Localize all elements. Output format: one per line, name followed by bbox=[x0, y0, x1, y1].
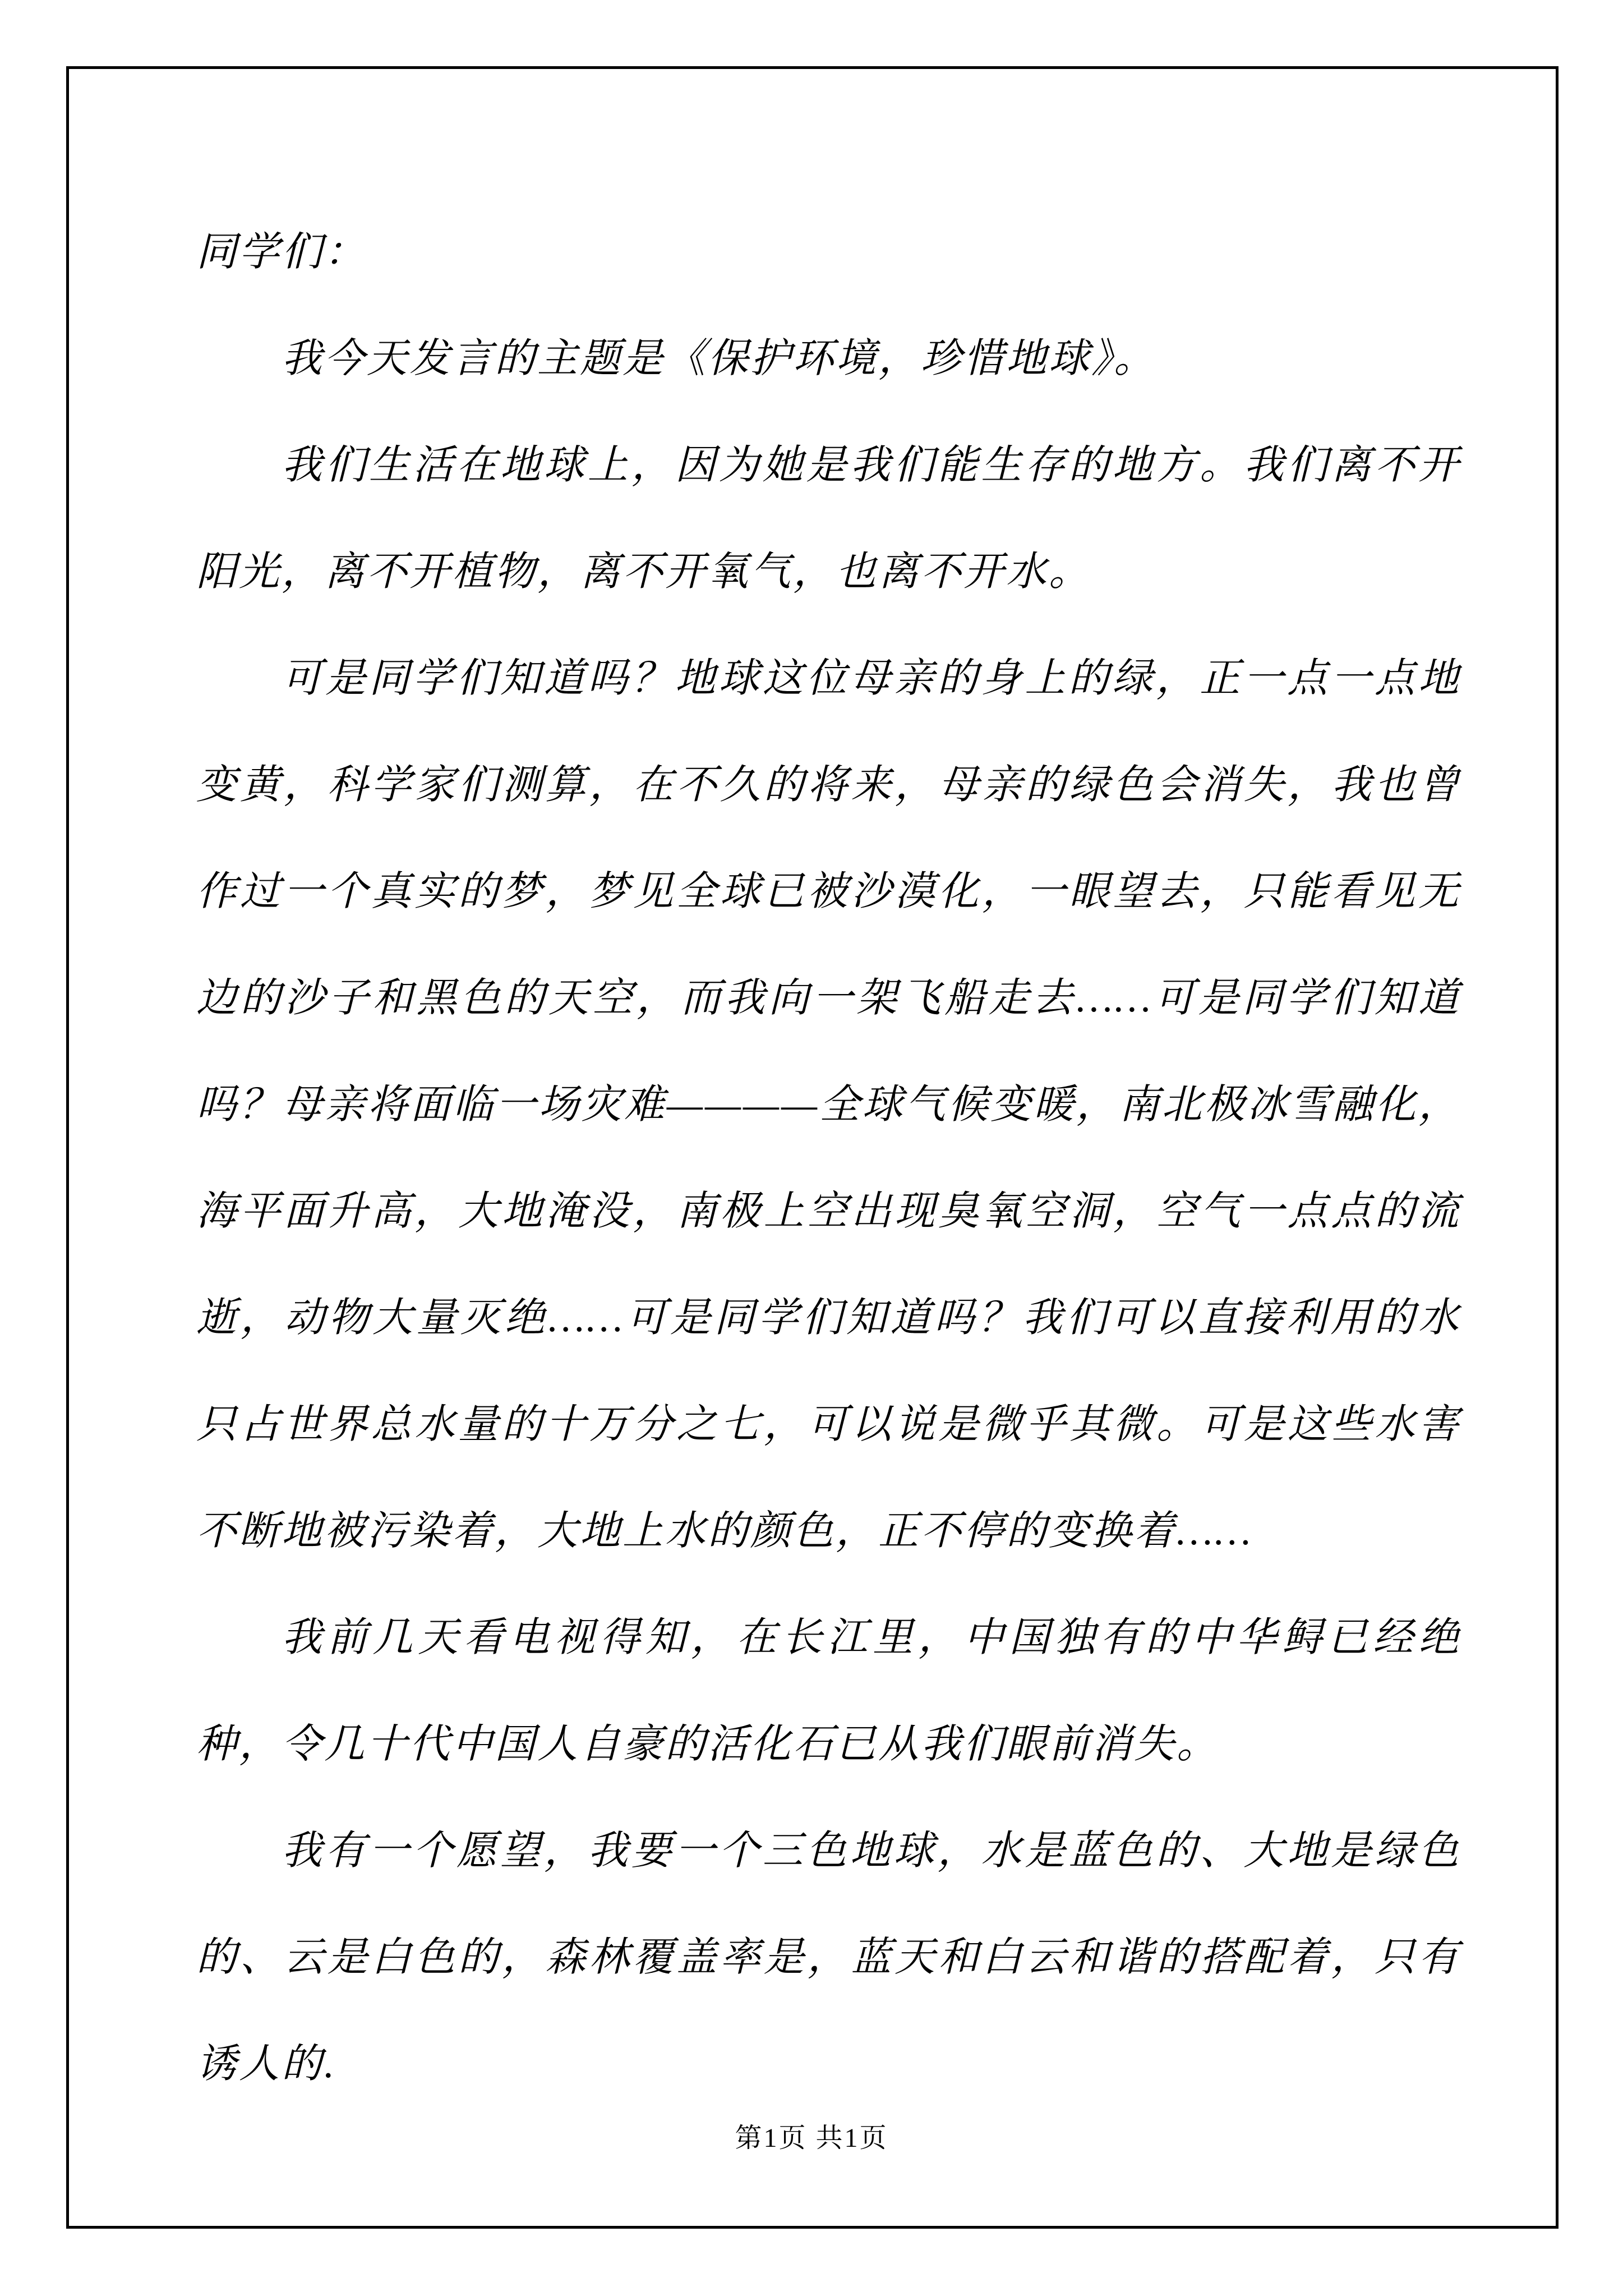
paragraph-earth-home: 我们生活在地球上，因为她是我们能生存的地方。我们离不开阳光，离不开植物，离不开氧气，也离不开水。 bbox=[196, 443, 1461, 594]
paragraph-tv-news: 我前几天看电视得知，在长江里，中国独有的中华鲟已经绝种，令几十代中国人自豪的活化石已从我们眼前消失。 bbox=[196, 1615, 1461, 1766]
page-number-footer: 第1页 共1页 bbox=[735, 2123, 888, 2153]
paragraph-warning: 可是同学们知道吗？地球这位母亲的身上的绿，正一点一点地变黄，科学家们测算，在不久的将来，母亲的绿色会消失，我也曾作过一个真实的梦，梦见全球已被沙漠化，一眼望去，只能看见无边的沙子和黑色的天空，而我向一架飞船走去……可是同学们知道吗？母亲将面临一场灾难————全球气候变暖，南北极冰雪融化，海平面升高，大地淹没，南极上空出现臭氧空洞，空气一点点的流逝，动物大量灭绝……可是同学们知道吗？我们可以直接利用的水只占世界总水量的十万分之七，可以说是微乎其微。可是这些水害不断地被污染着，大地上水的颜色，正不停的变换着…… bbox=[196, 656, 1461, 1553]
speech-body bbox=[69, 69, 1559, 2117]
paragraph-wish: 我有一个愿望，我要一个三色地球，水是蓝色的、大地是绿色的、云是白色的，森林覆盖率是，蓝天和白云和谐的搭配着，只有诱人的. bbox=[196, 1828, 1461, 2086]
paragraph-topic: 我今天发言的主题是《保护环境，珍惜地球》。 bbox=[282, 336, 1157, 381]
paragraph-greeting: 同学们： bbox=[196, 229, 367, 274]
